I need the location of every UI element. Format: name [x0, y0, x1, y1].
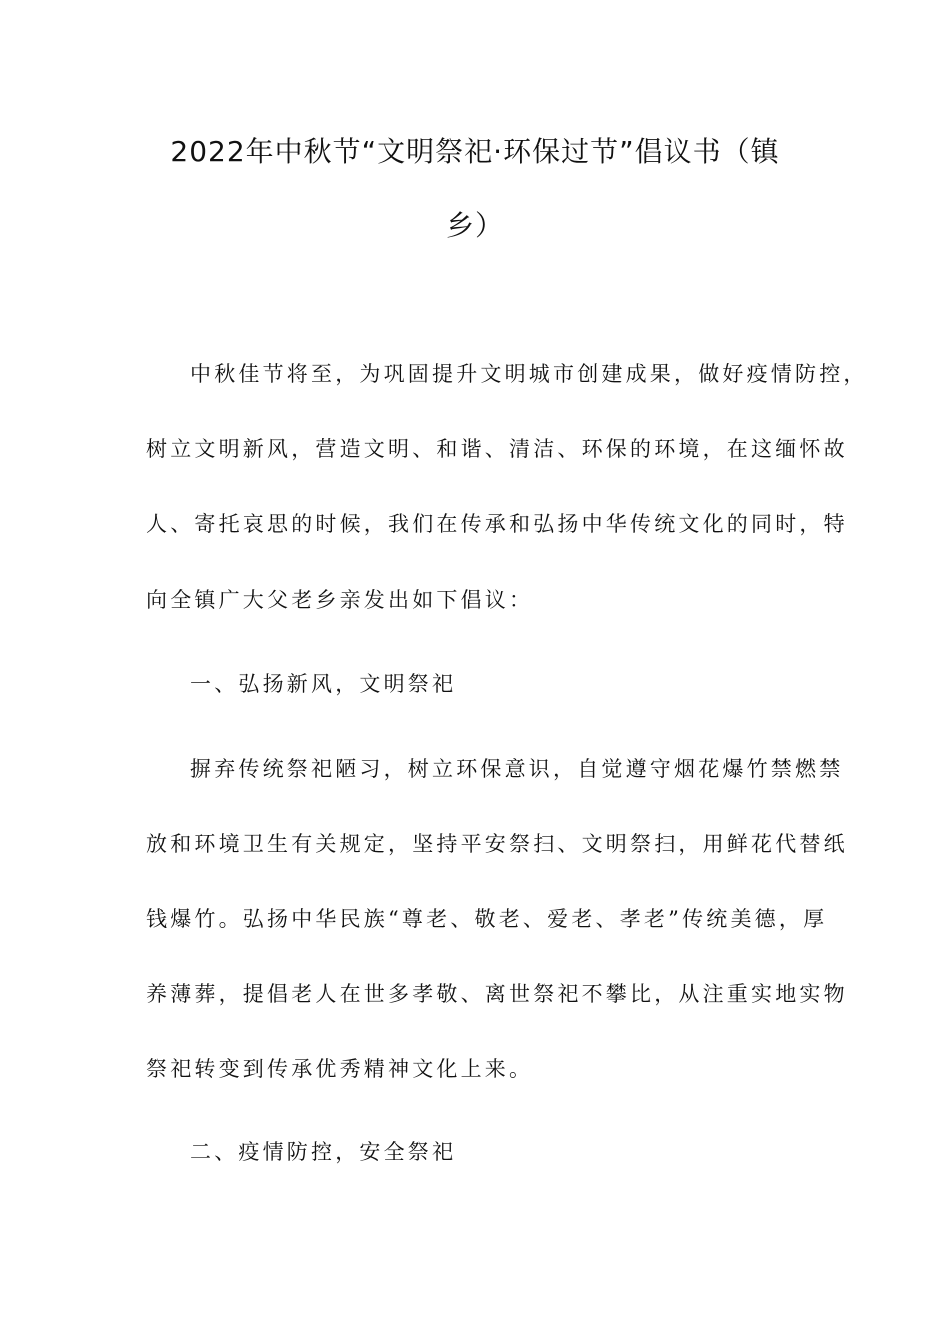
section-1-line-5: 祭祀转变到传承优秀精神文化上来。: [146, 1057, 534, 1081]
section-1-line-1: 摒弃传统祭祀陋习，树立环保意识，自觉遵守烟花爆竹禁燃禁: [190, 757, 844, 781]
section-1-line-2: 放和环境卫生有关规定，坚持平安祭扫、文明祭扫，用鲜花代替纸: [146, 832, 848, 856]
section-2-heading: 二、疫情防控，安全祭祀: [190, 1140, 457, 1164]
intro-line-2: 树立文明新风，营造文明、和谐、清洁、环保的环境，在这缅怀故: [146, 437, 848, 461]
intro-line-4: 向全镇广大父老乡亲发出如下倡议：: [146, 588, 534, 612]
section-1-heading: 一、弘扬新风，文明祭祀: [190, 672, 457, 696]
section-1-line-4: 养薄葬，提倡老人在世多孝敬、离世祭祀不攀比，从注重实地实物: [146, 982, 848, 1006]
section-1-line-3: 钱爆竹。弘扬中华民族“尊老、敬老、爱老、孝老”传统美德，厚: [146, 907, 828, 931]
intro-line-3: 人、寄托哀思的时候，我们在传承和弘扬中华传统文化的同时，特: [146, 512, 848, 536]
document-title-line-2: 乡）: [445, 209, 504, 242]
document-title-line-1: 2022年中秋节“文明祭祀·环保过节”倡议书（镇: [170, 135, 780, 168]
intro-line-1: 中秋佳节将至，为巩固提升文明城市创建成果，做好疫情防控，: [190, 362, 868, 386]
